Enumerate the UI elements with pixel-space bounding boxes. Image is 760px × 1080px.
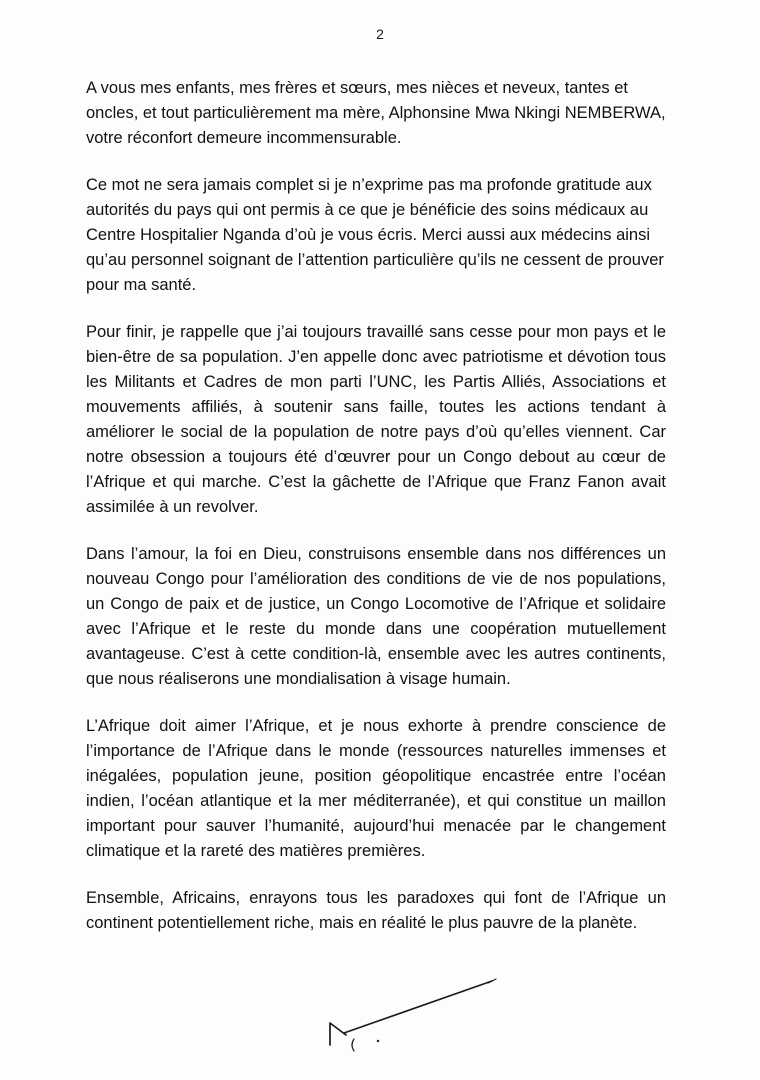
paragraph-family: A vous mes enfants, mes frères et sœurs, mes nièces et neveux, tantes et oncles, et tout particulièrement ma mère, Alphonsine Mwa Nkingi NEMBERWA, votre réconfort demeure incommensurable. [86,79,666,147]
page-number: 2 [376,26,384,42]
paragraph-new-congo: Dans l’amour, la foi en Dieu, construisons ensemble dans nos différences un nouveau Congo pour l’amélioration des conditions de vie de nos populations, un Congo de paix et de justice, un Congo Locomotive de l’Afrique et solidaire avec l’Afrique et le reste du monde dans une coopération mutuellement avantageuse. C’est à cette condition-là, ensemble avec les autres continents, que nous réaliserons une mondialisation à visage humain. [86,545,666,688]
paragraph-closing: Ensemble, Africains, enrayons tous les paradoxes qui font de l’Afrique un continent potentiellement riche, mais en réalité le plus pauvre de la planète. [86,889,666,932]
paragraph-gratitude: Ce mot ne sera jamais complet si je n’exprime pas ma profonde gratitude aux autorités du pays qui ont permis à ce que je bénéficie des soins médicaux au Centre Hospitalier Nganda d’où je vous écris. Merci aussi aux médecins ainsi qu’au personnel soignant de l’attention particulière qu’ils ne cessent de prouver pour ma santé. [86,176,664,294]
paragraph-call-to-action: Pour finir, je rappelle que j’ai toujours travaillé sans cesse pour mon pays et le bien-être de sa population. J’en appelle donc avec patriotisme et dévotion tous les Militants et Cadres de mon parti l’UNC, les Partis Alliés, Associations et mouvements affiliés, à soutenir sans faille, toutes les actions tendant à améliorer le social de la population de notre pays d’où qu’elles viennent. Car notre obsession a toujours été d’œuvrer pour un Congo debout au cœur de l’Afrique et qui marche. C’est la gâchette de l’Afrique que Franz Fanon avait assimilée à un revolver. [86,323,666,516]
signature-mark [310,975,510,1055]
paragraph-africa: L’Afrique doit aimer l’Afrique, et je nous exhorte à prendre conscience de l’importance de l’Afrique dans le monde (ressources naturelles immenses et inégalées, population jeune, position géopolitique encastrée entre l’océan indien, l’océan atlantique et la mer méditerranée), et qui constitue un maillon important pour sauver l’humanité, aujourd’hui menacée par le changement climatique et la rareté des matières premières. [86,717,666,860]
letter-body [86,76,666,958]
